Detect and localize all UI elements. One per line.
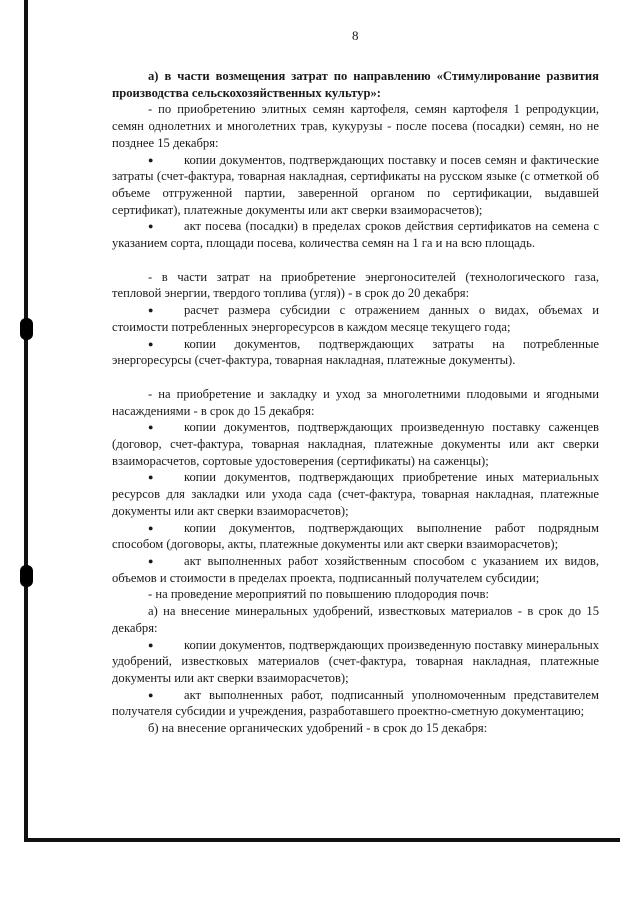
subsection-intro: б) на внесение органических удобрений - в срок до 15 декабря: bbox=[148, 721, 488, 736]
bullet-text: копии документов, подтверждающих выполнение работ подрядным способом (договоры, акты, платежные документы или акт сверки взаиморасчетов); bbox=[112, 520, 599, 552]
bullet-icon: ● bbox=[148, 154, 154, 165]
page-number: 8 bbox=[352, 28, 359, 43]
bullet-item bbox=[112, 553, 599, 586]
bullet-icon: ● bbox=[148, 472, 154, 483]
section-heading: а) в части возмещения затрат по направлению «Стимулирование развития производства сельскохозяйственных культур»: bbox=[112, 69, 599, 100]
bullet-icon: ● bbox=[148, 338, 154, 349]
bullet-icon: ● bbox=[148, 639, 154, 650]
bullet-text: копии документов, подтверждающих приобретение иных материальных ресурсов для закладки или ухода сада (счет-фактура, товарная накладная, платежные документы или акт сверки взаиморасчетов); bbox=[112, 470, 599, 518]
punch-hole-mark bbox=[20, 565, 33, 587]
bullet-item bbox=[112, 302, 599, 335]
bullet-item bbox=[112, 520, 599, 553]
requirement-intro: - по приобретению элитных семян картофеля, семян картофеля 1 репродукции, семян однолетних и многолетних трав, кукурузы - после посева (посадки) семян, но не позднее 15 декабря: bbox=[112, 102, 599, 150]
bullet-text: акт посева (посадки) в пределах сроков действия сертификатов на семена с указанием сорта, площади посева, количества семян на 1 га и на всю площадь. bbox=[112, 219, 599, 251]
bullet-item bbox=[112, 469, 599, 519]
bullet-item bbox=[112, 637, 599, 687]
bullet-item bbox=[112, 218, 599, 251]
bullet-icon: ● bbox=[148, 221, 154, 232]
bullet-icon: ● bbox=[148, 555, 154, 566]
document-body bbox=[112, 68, 599, 737]
scan-border-left bbox=[24, 0, 28, 840]
bullet-text: акт выполненных работ, подписанный уполномоченным представителем получателя субсидии и учреждения, разработавшего проектно-сметную документацию; bbox=[112, 687, 599, 719]
punch-hole-mark bbox=[20, 318, 33, 340]
bullet-icon: ● bbox=[148, 522, 154, 533]
subsection-intro: а) на внесение минеральных удобрений, известковых материалов - в срок до 15 декабря: bbox=[112, 604, 599, 635]
bullet-text: копии документов, подтверждающих поставку и посев семян и фактические затраты (счет-фактура, товарная накладная, сертификаты на русском языке (с отметкой об объеме отгруженной партии, заверенной органом по сертификации, выдавшей сертификат), платежные документы или акт сверки взаиморасчетов); bbox=[112, 152, 599, 217]
bullet-text: копии документов, подтверждающих произведенную поставку саженцев (договор, счет-фактура, товарная накладная, платежные документы или акт сверки взаиморасчетов, сортовые удостоверения (сертификаты) на саженцы); bbox=[112, 420, 599, 468]
bullet-icon: ● bbox=[148, 305, 154, 316]
requirement-intro: - на приобретение и закладку и уход за многолетними плодовыми и ягодными насаждениями - в срок до 15 декабря: bbox=[112, 386, 599, 418]
requirement-intro: - в части затрат на приобретение энергоносителей (технологического газа, тепловой энергии, твердого топлива (угля)) - в срок до 20 декабря: bbox=[112, 269, 599, 301]
bullet-icon: ● bbox=[148, 689, 154, 700]
bullet-item bbox=[112, 336, 599, 369]
bullet-item bbox=[112, 419, 599, 469]
bullet-text: копии документов, подтверждающих произведенную поставку минеральных удобрений, известковых материалов (счет-фактура, товарная накладная, платежные документы или акт сверки взаиморасчетов); bbox=[112, 637, 599, 685]
bullet-icon: ● bbox=[148, 422, 154, 433]
bullet-item bbox=[112, 152, 599, 219]
bullet-text: копии документов, подтверждающих затраты на потребленные энергоресурсы (счет-фактура, товарная накладная, платежные документы). bbox=[112, 336, 599, 368]
bullet-item bbox=[112, 687, 599, 720]
bullet-text: акт выполненных работ хозяйственным способом с указанием их видов, объемов и стоимости в пределах проекта, подписанный получателем субсидии; bbox=[112, 553, 599, 585]
bullet-text: расчет размера субсидии с отражением данных о видах, объемах и стоимости потребленных энергоресурсов в каждом месяце текущего года; bbox=[112, 303, 599, 334]
scan-border-bottom bbox=[24, 838, 620, 842]
requirement-intro: - на проведение мероприятий по повышению плодородия почв: bbox=[148, 587, 489, 602]
